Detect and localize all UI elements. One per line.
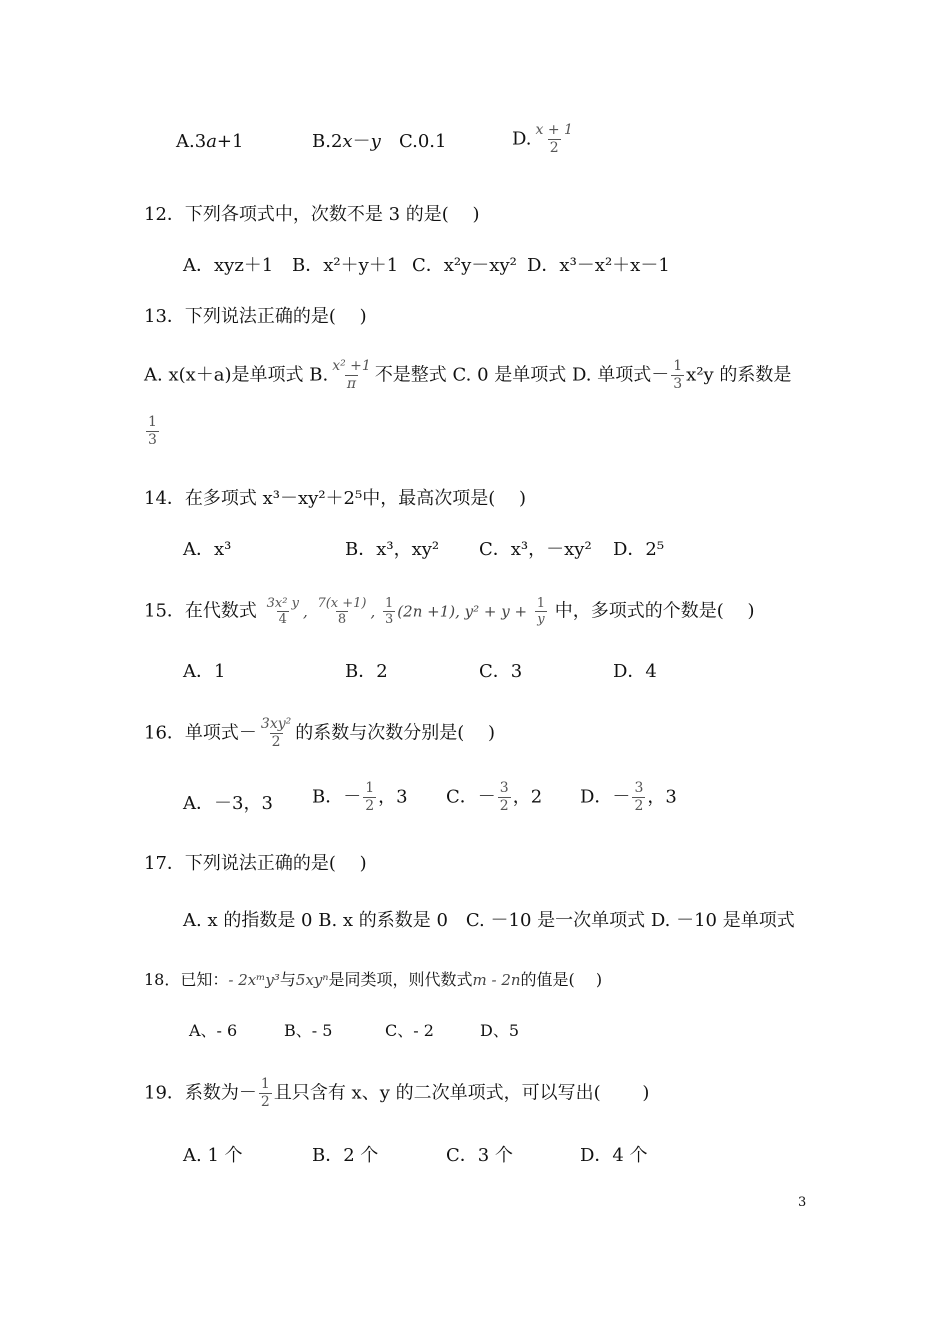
q12-option-d: D．x³－x²＋x－1 — [527, 255, 670, 276]
q15-option-c: C．3 — [479, 661, 523, 682]
q11-option-c: C.0.1 — [399, 131, 447, 152]
q19-stem: 19．系数为－ $\frac{1}{2}$ 且只含有 x、y 的二次单项式，可以写出( ) — [144, 1076, 650, 1110]
q15-expr-4: $\frac{1}{y}$ — [536, 596, 546, 627]
q19-option-a: A. 1 个 — [183, 1145, 243, 1166]
q12-option-a: A．xyz＋1 — [183, 255, 274, 276]
q13-option-a: A. x(x＋a)是单项式 B. — [144, 364, 329, 386]
q16-fraction: $\frac{\text{3xy²}}{2}$ — [260, 716, 292, 750]
q18-option-b: B、- 5 — [284, 1021, 333, 1040]
q17-options: A. x 的指数是 0 B. x 的系数是 0 C. －10 是一次单项式 D. －10 是单项式 — [183, 910, 795, 931]
q18-option-a: A、- 6 — [189, 1021, 238, 1040]
q16-option-d: D．－ $\frac{3}{2}$ ，3 — [580, 780, 677, 814]
q12-option-c: C．x²y－xy² — [412, 255, 517, 276]
q18-option-c: C、- 2 — [385, 1021, 434, 1040]
q16-option-a: A．－3，3 — [183, 793, 273, 814]
q13-answer-fraction: $\frac{1}{3}$ — [148, 414, 157, 448]
q11-option-b: B.2x－y — [312, 131, 381, 152]
q15-stem: 15．在代数式 $\frac{\text{3x² y}}{4}$ , $\frac{7(x +1)}{8}$ , $\frac{1}{3}$ (2n +1), y² + y + $\frac{1}{y}$ 中，多项式的个数是( ) — [144, 596, 755, 627]
q13-option-d-fraction: $\frac{1}{3}$ — [673, 358, 683, 392]
q15-expr-2: $\frac{7(x +1)}{8}$ — [317, 596, 367, 627]
page-number: 3 — [798, 1195, 807, 1210]
q18-stem: 18．已知：- 2xᵐy³与5xyⁿ是同类项，则代数式m - 2n的值是( ) — [144, 970, 603, 989]
q16-stem: 16．单项式－ $\frac{\text{3xy²}}{2}$ 的系数与次数分别是( ) — [144, 716, 495, 750]
q11-option-a: A.3a+1 — [176, 131, 244, 152]
q14-option-c: C．x³，－xy² — [479, 539, 592, 560]
q14-option-a: A．x³ — [183, 539, 232, 560]
q16-option-b: B．－ $\frac{1}{2}$ ，3 — [312, 780, 408, 814]
q19-fraction: $\frac{1}{2}$ — [260, 1076, 270, 1110]
q15-option-a: A．1 — [183, 661, 226, 682]
q15-expr-3: $\frac{1}{3}$ — [385, 596, 394, 627]
q19-option-c: C．3 个 — [446, 1145, 513, 1166]
q19-option-d: D．4 个 — [580, 1145, 648, 1166]
q12-option-b: B．x²＋y＋1 — [292, 255, 399, 276]
q15-option-b: B．2 — [345, 661, 388, 682]
q11-option-d: D. $\frac{x + 1}{2}$ — [512, 122, 573, 156]
q14-stem: 14．在多项式 x³－xy²＋2⁵中，最高次项是( ) — [144, 488, 526, 509]
q17-stem: 17．下列说法正确的是( ) — [144, 853, 367, 874]
q19-option-b: B．2 个 — [312, 1145, 379, 1166]
q18-option-d: D、5 — [480, 1021, 520, 1040]
q13-option-b-fraction: $\frac{\text{x² +1}}{\pi}$ — [332, 358, 371, 392]
q13-stem: 13．下列说法正确的是( ) — [144, 306, 367, 327]
q14-option-d: D．2⁵ — [613, 539, 665, 560]
q16-option-c: C．－ $\frac{3}{2}$ ，2 — [446, 780, 543, 814]
q15-expr-1: $\frac{\text{3x² y}}{4}$ — [266, 596, 299, 627]
q13-options: A. x(x＋a)是单项式 B. $\frac{\text{x² +1}}{\pi}$ 不是整式 C. 0 是单项式 D. 单项式－ $\frac{1}{3}$ x²y 的系数是 — [144, 358, 792, 392]
q12-stem: 12．下列各项式中，次数不是 3 的是( ) — [144, 204, 480, 225]
q14-option-b: B．x³，xy² — [345, 539, 440, 560]
q15-option-d: D．4 — [613, 661, 657, 682]
